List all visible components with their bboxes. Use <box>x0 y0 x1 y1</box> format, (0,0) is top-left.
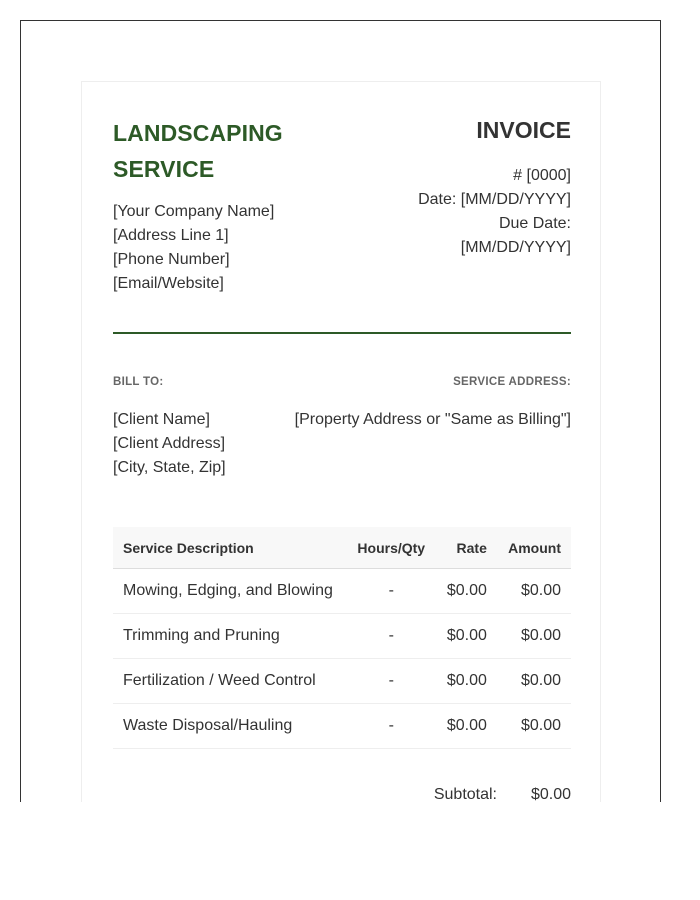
service-rate: $0.00 <box>436 614 497 659</box>
table-row <box>113 659 571 704</box>
invoice-page <box>81 81 601 802</box>
client-name: [Client Name] <box>113 411 210 428</box>
service-qty: - <box>347 659 436 704</box>
due-date-value: [MM/DD/YYYY] <box>460 239 571 256</box>
table-header-row <box>113 527 571 569</box>
client-address: [Client Address] <box>113 435 226 452</box>
service-qty: - <box>347 569 436 614</box>
client-city: [City, State, Zip] <box>113 459 226 476</box>
invoice-title: INVOICE <box>476 117 571 143</box>
service-amount: $0.00 <box>497 569 571 614</box>
service-qty: - <box>347 704 436 749</box>
subtotal-label: Subtotal: <box>433 786 497 802</box>
service-amount: $0.00 <box>497 614 571 659</box>
service-description: Trimming and Pruning <box>113 614 347 659</box>
company-name: [Your Company Name] <box>113 203 275 220</box>
service-address-label: SERVICE ADDRESS: <box>453 376 571 388</box>
service-description: Waste Disposal/Hauling <box>113 704 347 749</box>
column-header-amount: Amount <box>497 527 571 569</box>
service-description: Mowing, Edging, and Blowing <box>113 569 347 614</box>
service-rate: $0.00 <box>436 704 497 749</box>
table-row <box>113 704 571 749</box>
document-frame <box>20 20 661 802</box>
due-date-label: Due Date: <box>498 215 571 232</box>
service-rate: $0.00 <box>436 659 497 704</box>
service-rate: $0.00 <box>436 569 497 614</box>
services-table <box>113 527 571 749</box>
company-info <box>113 200 274 296</box>
service-amount: $0.00 <box>497 659 571 704</box>
column-header-description: Service Description <box>113 527 347 569</box>
column-header-rate: Rate <box>436 527 497 569</box>
service-qty: - <box>347 614 436 659</box>
invoice-date: Date: [MM/DD/YYYY] <box>418 191 571 208</box>
table-row <box>113 614 571 659</box>
invoice-meta <box>371 164 571 260</box>
bill-to-label: BILL TO: <box>113 376 164 388</box>
service-description: Fertilization / Weed Control <box>113 659 347 704</box>
company-phone: [Phone Number] <box>113 251 230 268</box>
subtotal-value: $0.00 <box>530 786 571 802</box>
table-row <box>113 569 571 614</box>
header-divider <box>113 332 571 334</box>
service-address-value: [Property Address or "Same as Billing"] <box>294 411 571 428</box>
column-header-qty: Hours/Qty <box>347 527 436 569</box>
company-title: LANDSCAPING SERVICE <box>113 120 283 182</box>
company-web: [Email/Website] <box>113 275 224 292</box>
service-amount: $0.00 <box>497 704 571 749</box>
company-address: [Address Line 1] <box>113 227 229 244</box>
bill-to-block <box>113 408 226 480</box>
invoice-number: # [0000] <box>513 167 571 184</box>
